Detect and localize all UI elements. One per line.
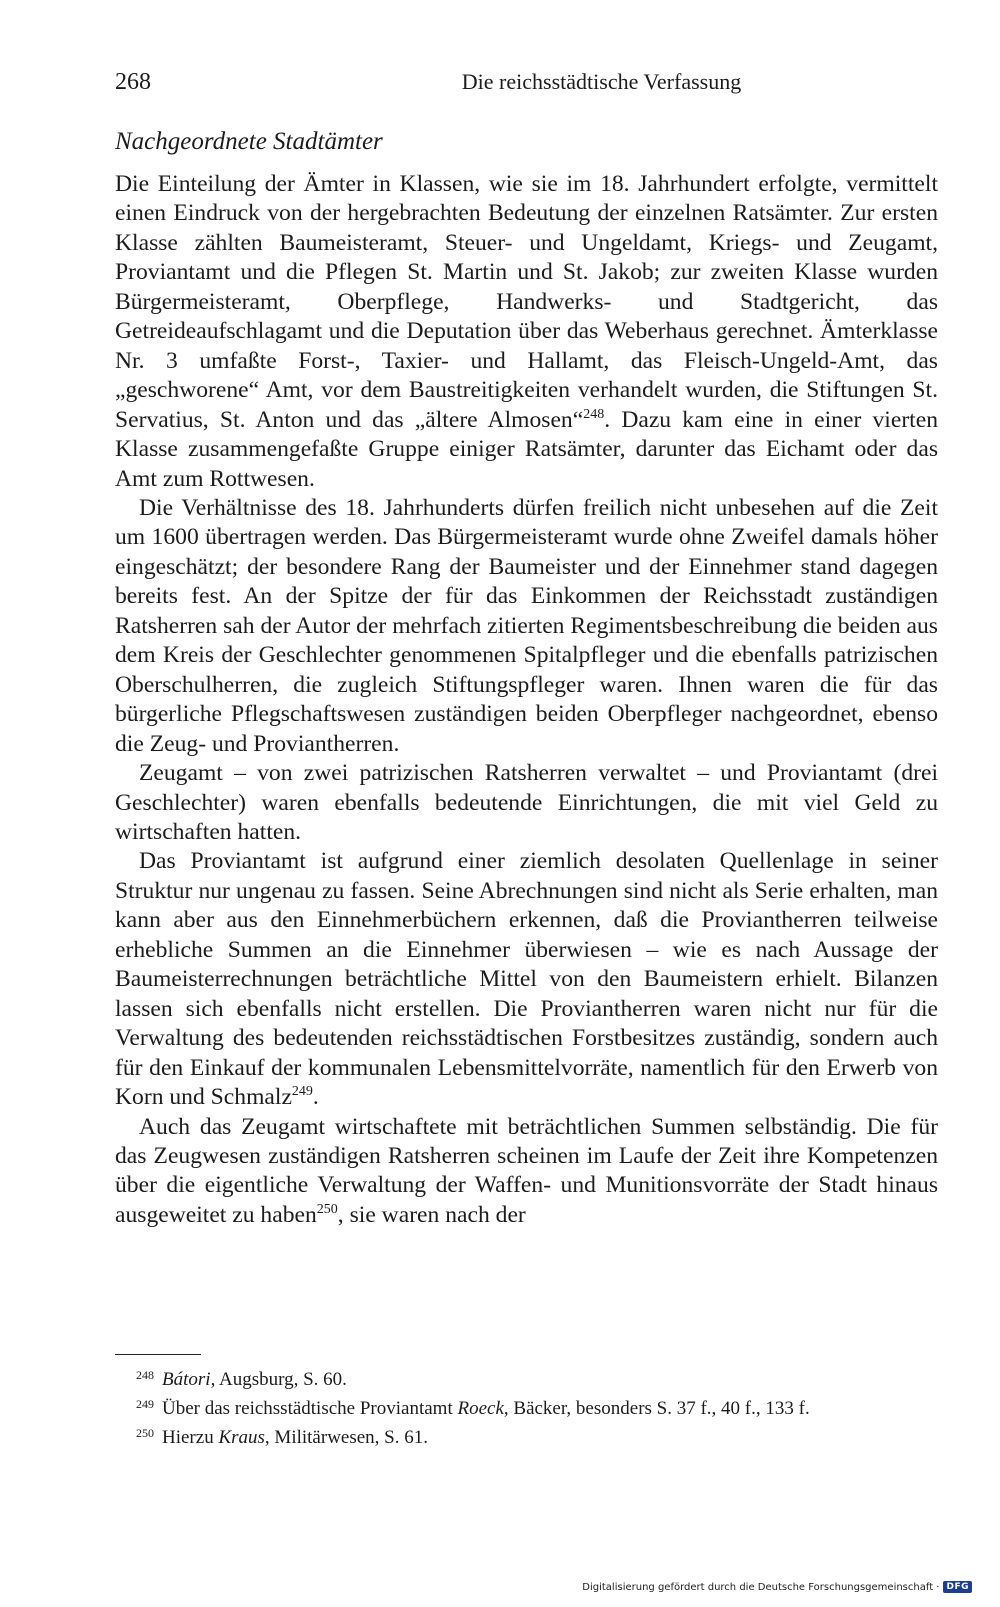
footnote-number: 249	[136, 1397, 154, 1411]
footnote-text: , Augsburg, S. 60.	[210, 1369, 347, 1390]
paragraph-3: Zeugamt – von zwei patrizischen Ratsherren verwaltet – und Proviantamt (drei Geschlechter) waren ebenfalls bedeutende Einrichtungen, die mit viel Geld zu wirtschaften hatten.	[115, 760, 938, 845]
paragraph-4-text-a: Das Proviantamt ist aufgrund einer ziemlich desolaten Quellenlage in seiner Struktur nur ungenau zu fassen. Seine Abrechnungen sind nicht als Serie erhalten, man kann aber aus den Einnehmerbüchern erkennen, daß die Proviantherren teilweise erhebliche Summen an die Einnehmer überwiesen – wie es nach Aussage der Baumeisterrechnungen beträchtliche Mittel von den Baumeistern erhielt. Bilanzen lassen sich ebenfalls nicht erstellen. Die Proviantherren waren nicht nur für die Verwaltung des bedeutenden reichsstädtischen Forstbesitzes zuständig, sondern auch für den Einkauf der kommunalen Lebensmittelvorräte, namentlich für den Erwerb von Korn und Schmalz	[115, 848, 938, 1111]
footnote-author: Kraus	[218, 1427, 265, 1448]
footnotes	[115, 1363, 938, 1450]
section-heading: Nachgeordnete Stadtämter	[115, 128, 383, 155]
paragraph-1	[115, 170, 938, 494]
dfg-logo-icon: DFG	[943, 1581, 972, 1593]
paragraph-5	[115, 1113, 938, 1231]
footnote-249	[115, 1392, 938, 1421]
paragraph-4-text-b: .	[312, 1084, 319, 1111]
footnote-ref-249[interactable]: 249	[291, 1084, 313, 1100]
footnote-ref-250[interactable]: 250	[316, 1201, 338, 1217]
paragraph-4	[115, 847, 938, 1112]
footnote-text: , Militärwesen, S. 61.	[264, 1427, 428, 1448]
paragraph-1-text-a: Die Einteilung der Ämter in Klassen, wie sie im 18. Jahrhundert erfolgte, vermittelt einen Eindruck von der hergebrachten Bedeutung der einzelnen Ratsämter. Zur ersten Klasse zählten Baumeisteramt, Steuer- und Ungeldamt, Kriegs- und Zeugamt, Proviantamt und die Pflegen St. Martin und St. Jakob; zur zweiten Klasse wurden Bürgermeisteramt, Oberpflege, Handwerks- und Stadtgericht, das Getreideaufschlagamt und die Deputation über das Weberhaus gerechnet. Ämterklasse Nr. 3 umfaßte Forst-, Taxier- und Hallamt, das Fleisch-Ungeld-Amt, das „geschworene“ Amt, vor dem Baustreitigkeiten verhandelt wurden, die Stiftungen St. Servatius, St. Anton und das „ältere Almosen“	[115, 171, 938, 433]
footnote-divider	[115, 1354, 201, 1355]
page-number: 268	[115, 69, 151, 95]
running-head	[115, 66, 938, 98]
paragraph-5-text-b: , sie waren nach der	[337, 1201, 526, 1228]
footnote-text: Über das reichsstädtische Proviantamt	[162, 1398, 458, 1419]
digitization-credit	[582, 1581, 972, 1593]
footnote-number: 248	[136, 1368, 154, 1382]
footnote-text: Hierzu	[162, 1427, 219, 1448]
footnote-text: , Bäcker, besonders S. 37 f., 40 f., 133 f.	[503, 1398, 810, 1419]
footnote-number: 250	[136, 1426, 154, 1440]
paragraph-5-text-a: Auch das Zeugamt wirtschaftete mit beträchtlichen Summen selbständig. Die für das Zeugwesen zuständigen Ratsherren scheinen im Laufe der Zeit ihre Kompetenzen über die eigentliche Verwaltung der Waffen- und Munitionsvorräte der Stadt hinaus ausgeweitet zu haben	[115, 1113, 938, 1228]
body-text	[115, 170, 938, 1230]
credit-text: Digitalisierung gefördert durch die Deutsche Forschungsgemeinschaft ·	[582, 1581, 940, 1593]
paragraph-2: Die Verhältnisse des 18. Jahrhunderts dürfen freilich nicht unbesehen auf die Zeit um 1600 übertragen werden. Das Bürgermeisteramt wurde ohne Zweifel damals höher eingeschätzt; der besondere Rang der Baumeister und der Einnehmer stand dagegen bereits fest. An der Spitze der für das Einkommen der Reichsstadt zuständigen Ratsherren sah der Autor der mehrfach zitierten Regimentsbeschreibung die beiden aus dem Kreis der Geschlechter genommenen Spitalpfleger und die ebenfalls patrizischen Oberschulherren, die zugleich Stiftungspfleger waren. Ihnen waren die für das bürgerliche Pflegschaftswesen zuständigen beiden Oberpfleger nachgeordnet, ebenso die Zeug- und Proviantherren.	[115, 494, 938, 757]
footnote-author: Roeck	[457, 1398, 504, 1419]
footnote-248	[115, 1363, 938, 1392]
footnote-250	[115, 1421, 938, 1450]
running-title: Die reichsstädtische Verfassung	[461, 69, 742, 94]
paragraph-1-text-b: . Dazu kam eine in einer vierten Klasse zusammengefaßte Gruppe einiger Ratsämter, darunter das Eichamt oder das Amt zum Rottwesen.	[115, 406, 939, 492]
footnote-ref-248[interactable]: 248	[583, 406, 605, 422]
footnote-author: Bátori	[162, 1369, 211, 1390]
